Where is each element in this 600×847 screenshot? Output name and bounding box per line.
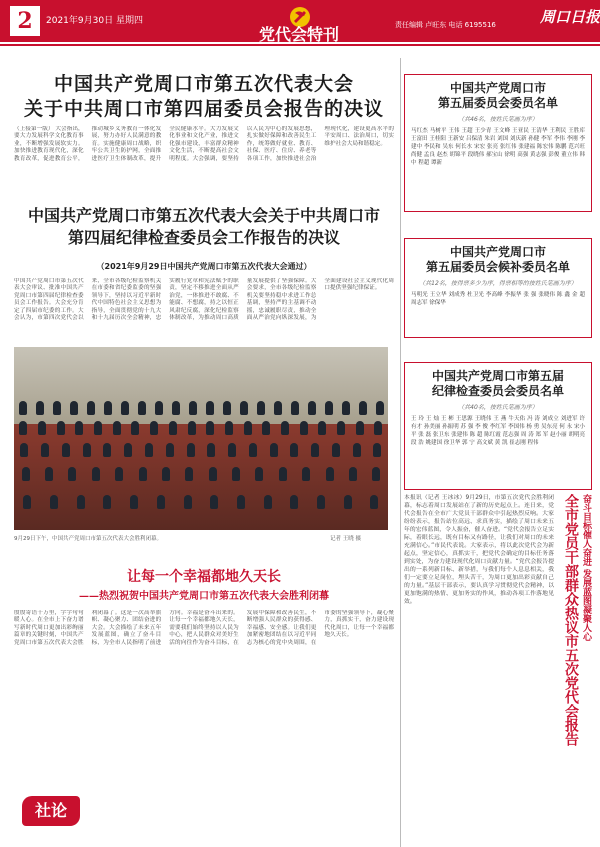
side-article	[404, 494, 592, 846]
column-divider	[400, 58, 401, 847]
side-article-title-large: 全市党员干部群众热议市五次党代会报告	[563, 494, 579, 746]
list1-names: 马红杰 马树平 王伟 王超 王少青 王文峰 王亚民 王清华 王利民 王胜库 王富田 王桂阳 王新安 吕保清 朱岩 刘国 刘庆新 孙健 李军 李伟 李刚 李建中 李民和 吴东 何长水 宋宏 张亮 张红伟 张建福 陈宏伟 陈鹏 范兴旺 尚健 孟良 赵杰 胡锦平 段晓伟 郝宝山 徐明 高强 黄志强 彭俊 董立伟 韩中 程超 谭新	[411, 128, 585, 166]
list3-title-line1: 中国共产党周口市第五届	[431, 369, 564, 383]
list3-title	[411, 369, 585, 399]
editorial-label: 社论	[22, 796, 80, 826]
discipline-members-box	[404, 362, 592, 490]
committee-members-box	[404, 74, 592, 212]
list2-title-line2: 第五届委员会候补委员名单	[425, 260, 570, 274]
alternate-members-box	[404, 238, 592, 338]
article1-body: （上接第一版） 大会指出，要大力发展科学文化教育事业，不断增强发展软实力。加快推进教育现代化，深化教育改革，促进教育公平，推动城乡义务教育一体化发展，努力办好人民满意的教育。实施健康周口战略，织牢公共卫生防护网，全面推进医疗卫生体制改革，提升全民健康水平。大力发展文化事业和文化产业，推进文化强市建设，丰富群众精神文化生活，不断提高社会文明程度。大会强调，要坚持以人民为中心的发展思想，扎实做好保障和改善民生工作，统筹做好就业、教育、社保、医疗、住房、养老等各项工作，加快推进社会治理现代化，建设更高水平的平安周口、法治周口，切实维护社会大局和谐稳定。	[14, 126, 394, 162]
side-article-title	[554, 494, 592, 840]
article2-subtitle: （2021年9月29日中国共产党周口市第五次代表大会通过）	[96, 262, 312, 271]
masthead-underline	[0, 44, 600, 46]
crowd-row	[14, 399, 388, 417]
article3-title: 让每一个幸福都地久天长	[127, 569, 281, 585]
side-article-body: 本报讯（记者 王冰冰）9月29日，市第五次党代会胜利闭幕，标志着周口发展站在了新的历史起点上。连日来，党代会报告在全市广大党员干部群众中引起热烈反响。大家纷纷表示，报告站位高远、求真务实，描绘了周口未来五年的宏伟蓝图，令人振奋，催人奋进。“党代会报告立足实际，着眼长远，既有目标又有路径，让我们对周口的未来充满信心。”市民代表说。大家表示，将以此次党代会为新起点，坚定信心，真抓实干，把党代会确定的目标任务落到实处，为奋力建设现代化周口贡献力量。“党代会报告提出的一系列新目标、新举措，与我们每个人息息相关，我们一定要立足岗位，埋头苦干，为周口更加出彩贡献自己的力量。”基层干部表示，要认真学习贯彻党代会精神，以更加饱满的热情、更加务实的作风，推动各项工作落地见效。	[404, 495, 554, 605]
photo-caption: 9月29日下午，中国共产党周口市第五次代表大会胜利闭幕。	[14, 536, 162, 542]
list2-names: 马明光 王立华 刘成秀 杜卫光 李高峰 李振华 张 强 张晓伟 陈 鑫 金 超 周志军 徐保华	[411, 292, 585, 306]
list3-names: 王 玲 王 灿 王 彬 王思源 王晓伟 王 燕 牛天佑 冯 涛 刘成立 刘进军 许有才 孙美丽 孙振明 苏 强 李 俊 李红军 李国伟 杨 勇 吴东亮 何 永 宋小平 张 磊 张卫东 张建伟 陈 超 陈红霞 范志强 周 涛 郑 军 赵小丽 胡明亮 段 浩 姚建国 徐卫华 郭 宁 高文斌 黄 凯 崔志刚 程伟	[411, 416, 585, 446]
article3-body: 殷殷寄语千万里，字字句句暖人心。在全市上下奋力谱写新时代周口更加出彩绚丽篇章的关键时刻，中国共产党周口市第五次代表大会胜利闭幕了。这是一次高举旗帜、凝心聚力、团结奋进的大会。大会描绘了未来五年发展蓝图，确立了奋斗目标，为全市人民指明了前进方向。幸福是奋斗出来的。让每一个幸福都地久天长，需要我们始终坚持以人民为中心，把人民群众对美好生活的向往作为奋斗目标，在发展中保障和改善民生，不断增强人民群众的获得感、幸福感、安全感。让我们更加紧密地团结在以习近平同志为核心的党中央周围，在市委的坚强领导下，凝心聚力，真抓实干，奋力建设现代化周口，让每一个幸福都地久天长。	[14, 610, 394, 646]
page-number: 2	[10, 6, 40, 36]
list1-note: （共46名，按姓氏笔画为序）	[458, 116, 538, 123]
list2-title-line1: 中国共产党周口市	[449, 245, 546, 259]
crowd-row	[14, 419, 388, 437]
article1-title	[14, 72, 394, 122]
article3-subtitle: ——热烈祝贺中国共产党周口市第五次代表大会胜利闭幕	[79, 591, 329, 602]
masthead	[0, 0, 600, 58]
crowd-row	[14, 465, 388, 483]
article2-body: 中国共产党周口市第五次代表大会审议、批准中国共产党周口市第四届纪律检查委员会工作报告。大会充分肯定了四届市纪委的工作。大会认为，市第四次党代会以来，全市各级纪检监察机关在市委和省纪委监委的坚强领导下，坚持以习近平新时代中国特色社会主义思想为指导，全面贯彻党的十九大和十九届历次全会精神，忠实履行党章和宪法赋予的职责，坚定不移推进全面从严治党，一体推进不敢腐、不能腐、不想腐，持之以恒正风肃纪反腐，深化纪检监察体制改革，为推动周口高质量发展提供了坚强保障。大会要求，全市各级纪检监察机关要坚持稳中求进工作总基调，坚持严的主基调不动摇，忠诚履职尽责，推动全面从严治党向纵深发展，为全面建设社会主义现代化周口提供坚强纪律保证。	[14, 278, 394, 322]
list3-note: （共40名，按姓氏笔画为序）	[458, 404, 538, 411]
conference-photo	[14, 347, 388, 530]
article2-title-line1: 中国共产党周口市第五次代表大会关于中共周口市	[27, 206, 380, 225]
list1-title-line2: 第五届委员会委员名单	[437, 96, 558, 110]
list1-title-line1: 中国共产党周口市	[449, 81, 546, 95]
editor-info: 责任编辑 卢旺东 电话 6195516	[395, 21, 496, 29]
list2-note: （共12名，按得票多少为序，得票相等的按姓氏笔画为序）	[419, 280, 577, 287]
article2-title	[14, 205, 394, 249]
article2-title-line2: 第四届纪律检查委员会工作报告的决议	[67, 228, 340, 247]
issue-date: 2021年9月30日 星期四	[46, 16, 143, 26]
list1-title	[411, 81, 585, 111]
article1-title-line2: 关于中共周口市第四届委员会报告的决议	[23, 98, 384, 120]
side-article-title-small: 奋斗目标催人奋进 发展蓝图凝聚人心	[581, 494, 591, 642]
section-title: 党代会特刊	[258, 25, 339, 44]
newspaper-logo: 周口日报	[540, 8, 600, 26]
crowd-row	[14, 493, 388, 511]
article1-title-line1: 中国共产党周口市第五次代表大会	[53, 73, 354, 95]
list3-title-line2: 纪律检查委员会委员名单	[431, 384, 564, 398]
photo-credit: 记者 王晓 摄	[330, 536, 361, 542]
crowd-row	[14, 441, 388, 459]
list2-title	[411, 245, 585, 275]
